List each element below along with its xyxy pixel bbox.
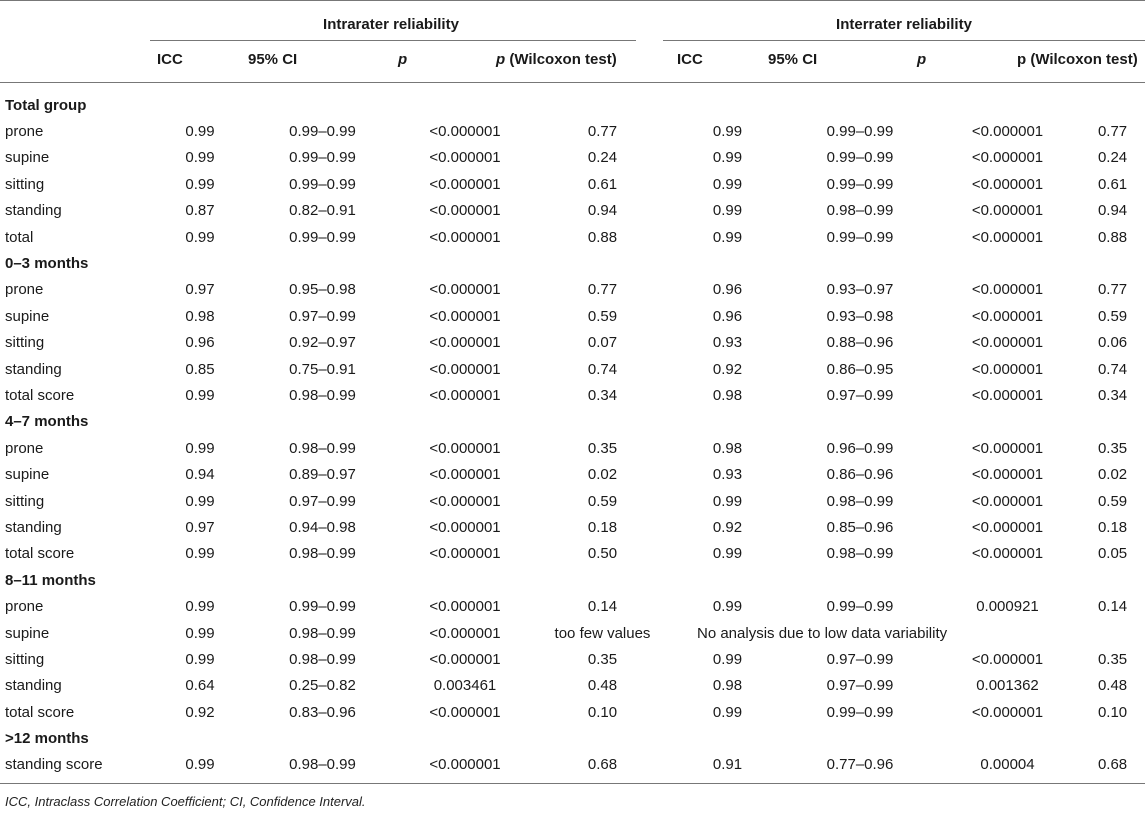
cell-intra-wilcoxon: 0.77 [587, 123, 618, 141]
cell-intra-p: <0.000001 [429, 360, 501, 378]
cell-intra-icc: 0.92 [185, 703, 215, 721]
cell-intra-icc: 0.94 [185, 466, 215, 484]
cell-inter-icc: 0.99 [712, 123, 743, 141]
cell-intra-wilcoxon: 0.94 [587, 202, 618, 220]
table-row [0, 118, 1145, 144]
cell-intra-icc: 0.97 [185, 281, 215, 299]
table-row [0, 541, 1145, 567]
interrater-group-rule [663, 40, 1145, 41]
cell-inter-ci: 0.99–0.99 [826, 228, 894, 246]
table-row [0, 277, 1145, 303]
cell-intra-icc: 0.99 [185, 650, 215, 668]
cell-inter-p: <0.000001 [971, 149, 1044, 167]
cell-intra-p: <0.000001 [429, 202, 501, 220]
cell-intra-ci: 0.94–0.98 [289, 518, 356, 536]
cell-intra-wilcoxon: too few values [554, 624, 651, 642]
cell-inter-wilcoxon: 0.59 [1097, 307, 1128, 325]
cell-intra-wilcoxon: 0.35 [587, 650, 618, 668]
cell-intra-p: <0.000001 [429, 703, 501, 721]
section-label: Total group [5, 96, 87, 114]
cell-intra-wilcoxon: 0.50 [587, 545, 618, 563]
cell-inter-ci: 0.98–0.99 [826, 492, 894, 510]
cell-inter-wilcoxon: 0.35 [1097, 439, 1128, 457]
cell-intra-icc: 0.99 [185, 756, 215, 774]
top-rule [0, 0, 1145, 1]
cell-inter-wilcoxon: 0.24 [1097, 149, 1128, 167]
cell-intra-ci: 0.98–0.99 [289, 756, 356, 774]
cell-inter-wilcoxon: 0.77 [1097, 123, 1128, 141]
col-header-inter-wilcoxon: p (Wilcoxon test) [1017, 51, 1138, 68]
cell-intra-icc: 0.64 [185, 677, 215, 695]
cell-intra-ci: 0.98–0.99 [289, 439, 356, 457]
cell-intra-icc: 0.99 [185, 492, 215, 510]
cell-intra-p: <0.000001 [429, 281, 501, 299]
cell-inter-p: <0.000001 [971, 466, 1044, 484]
cell-inter-ci: 0.86–0.96 [826, 466, 894, 484]
cell-inter-icc: 0.96 [712, 281, 743, 299]
header-rule [0, 82, 1145, 83]
cell-intra-p: <0.000001 [429, 307, 501, 325]
cell-intra-wilcoxon: 0.34 [587, 386, 618, 404]
cell-intra-ci: 0.98–0.99 [289, 650, 356, 668]
cell-inter-ci: 0.99–0.99 [826, 175, 894, 193]
row-label: sitting [5, 492, 45, 510]
row-label: standing [5, 202, 62, 220]
cell-intra-ci: 0.25–0.82 [289, 677, 356, 695]
cell-intra-icc: 0.99 [185, 598, 215, 616]
cell-intra-icc: 0.99 [185, 123, 215, 141]
cell-inter-ci: 0.99–0.99 [826, 598, 894, 616]
table-row [0, 382, 1145, 408]
cell-inter-ci: 0.77–0.96 [826, 756, 894, 774]
cell-inter-icc: 0.99 [712, 149, 743, 167]
cell-inter-icc: 0.91 [712, 756, 743, 774]
cell-inter-p: <0.000001 [971, 307, 1044, 325]
cell-inter-icc: 0.99 [712, 545, 743, 563]
row-label: prone [5, 598, 44, 616]
cell-inter-wilcoxon: 0.88 [1097, 228, 1128, 246]
cell-inter-wilcoxon: 0.61 [1097, 175, 1128, 193]
row-label: standing [5, 677, 62, 695]
cell-inter-p: <0.000001 [971, 123, 1044, 141]
cell-intra-wilcoxon: 0.59 [587, 307, 618, 325]
cell-intra-icc: 0.98 [185, 307, 215, 325]
cell-inter-ci: 0.97–0.99 [826, 650, 894, 668]
row-label: standing [5, 518, 62, 536]
table-row [0, 593, 1145, 619]
row-label: total score [5, 545, 75, 563]
cell-inter-ci: 0.93–0.97 [826, 281, 894, 299]
col-header-inter-ci: 95% CI [768, 51, 818, 68]
table-row [0, 461, 1145, 487]
cell-intra-ci: 0.99–0.99 [289, 149, 356, 167]
cell-inter-ci: 0.93–0.98 [826, 307, 894, 325]
cell-intra-ci: 0.89–0.97 [289, 466, 356, 484]
cell-inter-p: 0.001362 [976, 677, 1039, 695]
cell-intra-ci: 0.97–0.99 [289, 492, 356, 510]
section-label: 8–11 months [5, 571, 96, 589]
cell-intra-ci: 0.99–0.99 [289, 598, 356, 616]
cell-inter-wilcoxon: 0.77 [1097, 281, 1128, 299]
section-row [0, 409, 1145, 435]
table-row [0, 224, 1145, 250]
cell-intra-icc: 0.99 [185, 624, 215, 642]
row-label: sitting [5, 175, 45, 193]
cell-intra-wilcoxon: 0.59 [587, 492, 618, 510]
cell-intra-ci: 0.98–0.99 [289, 545, 356, 563]
col-header-inter-p: p [917, 51, 927, 68]
cell-inter-icc: 0.98 [712, 439, 743, 457]
row-label: total [5, 228, 34, 246]
section-label: 4–7 months [5, 413, 89, 431]
table-row [0, 752, 1145, 778]
cell-intra-p: <0.000001 [429, 149, 501, 167]
intrarater-group-rule [150, 40, 636, 41]
cell-inter-icc: 0.99 [712, 228, 743, 246]
cell-inter-icc: 0.99 [712, 492, 743, 510]
cell-inter-wilcoxon: 0.14 [1097, 598, 1128, 616]
cell-inter-icc: 0.93 [712, 466, 743, 484]
cell-inter-ci: 0.98–0.99 [826, 202, 894, 220]
table-row [0, 171, 1145, 197]
cell-intra-ci: 0.95–0.98 [289, 281, 356, 299]
cell-intra-p: 0.003461 [433, 677, 497, 695]
cell-intra-wilcoxon: 0.24 [587, 149, 618, 167]
cell-intra-wilcoxon: 0.88 [587, 228, 618, 246]
cell-intra-wilcoxon: 0.68 [587, 756, 618, 774]
cell-inter-p: <0.000001 [971, 386, 1044, 404]
cell-inter-ci: 0.99–0.99 [826, 703, 894, 721]
cell-inter-wilcoxon: 0.68 [1097, 756, 1128, 774]
cell-inter-p: <0.000001 [971, 175, 1044, 193]
section-row [0, 725, 1145, 751]
cell-inter-ci: 0.86–0.95 [826, 360, 894, 378]
cell-inter-icc: 0.99 [712, 650, 743, 668]
cell-inter-p: <0.000001 [971, 545, 1044, 563]
cell-intra-ci: 0.99–0.99 [289, 175, 356, 193]
row-label: supine [5, 149, 50, 167]
cell-intra-wilcoxon: 0.02 [587, 466, 618, 484]
cell-inter-p: <0.000001 [971, 703, 1044, 721]
col-header-inter-icc: ICC [677, 51, 703, 68]
cell-intra-ci: 0.98–0.99 [289, 386, 356, 404]
cell-intra-p: <0.000001 [429, 492, 501, 510]
table-footnote: ICC, Intraclass Correlation Coefficient; CI, Confidence Interval. [5, 794, 366, 809]
cell-inter-icc: 0.92 [712, 360, 743, 378]
cell-inter-icc: 0.93 [712, 334, 743, 352]
cell-inter-p: <0.000001 [971, 228, 1044, 246]
section-row [0, 92, 1145, 118]
col-header-intra-p: p [398, 51, 408, 68]
section-row [0, 567, 1145, 593]
table-row [0, 198, 1145, 224]
cell-intra-wilcoxon: 0.74 [587, 360, 618, 378]
cell-intra-p: <0.000001 [429, 334, 501, 352]
cell-intra-wilcoxon: 0.18 [587, 518, 618, 536]
cell-inter-p: <0.000001 [971, 360, 1044, 378]
table-body [0, 92, 1145, 778]
cell-inter-ci: 0.88–0.96 [826, 334, 894, 352]
cell-intra-ci: 0.83–0.96 [289, 703, 356, 721]
interrater-group-heading: Interrater reliability [836, 16, 972, 33]
cell-intra-p: <0.000001 [429, 624, 501, 642]
table-row [0, 646, 1145, 672]
table-row [0, 673, 1145, 699]
cell-intra-icc: 0.99 [185, 228, 215, 246]
cell-inter-icc: 0.92 [712, 518, 743, 536]
cell-intra-wilcoxon: 0.14 [587, 598, 618, 616]
cell-inter-wilcoxon: 0.05 [1097, 545, 1128, 563]
cell-inter-wilcoxon: 0.18 [1097, 518, 1128, 536]
cell-inter-icc: 0.99 [712, 175, 743, 193]
cell-intra-p: <0.000001 [429, 598, 501, 616]
cell-inter-icc: 0.99 [712, 703, 743, 721]
cell-inter-wilcoxon: 0.74 [1097, 360, 1128, 378]
cell-intra-ci: 0.82–0.91 [289, 202, 356, 220]
row-label: standing [5, 360, 62, 378]
cell-intra-icc: 0.97 [185, 518, 215, 536]
row-label: prone [5, 439, 44, 457]
cell-inter-icc: 0.99 [712, 598, 743, 616]
row-label: total score [5, 386, 75, 404]
table-row [0, 488, 1145, 514]
cell-inter-wilcoxon: 0.59 [1097, 492, 1128, 510]
cell-inter-p: 0.000921 [976, 598, 1039, 616]
cell-inter-p: <0.000001 [971, 334, 1044, 352]
section-row [0, 250, 1145, 276]
cell-intra-ci: 0.75–0.91 [289, 360, 356, 378]
cell-intra-p: <0.000001 [429, 756, 501, 774]
cell-inter-p: <0.000001 [971, 439, 1044, 457]
table-row [0, 356, 1145, 382]
cell-intra-p: <0.000001 [429, 439, 501, 457]
cell-intra-wilcoxon: 0.10 [587, 703, 618, 721]
cell-intra-p: <0.000001 [429, 175, 501, 193]
cell-inter-wilcoxon: 0.94 [1097, 202, 1128, 220]
row-label: sitting [5, 334, 45, 352]
cell-inter-ci: 0.99–0.99 [826, 123, 894, 141]
cell-intra-wilcoxon: 0.48 [587, 677, 618, 695]
table-row [0, 699, 1145, 725]
cell-inter-icc: 0.98 [712, 386, 743, 404]
col-header-intra-ci: 95% CI [248, 51, 298, 68]
cell-intra-wilcoxon: 0.61 [587, 175, 618, 193]
cell-intra-icc: 0.99 [185, 439, 215, 457]
cell-intra-ci: 0.92–0.97 [289, 334, 356, 352]
cell-intra-icc: 0.99 [185, 175, 215, 193]
cell-intra-p: <0.000001 [429, 386, 501, 404]
cell-intra-wilcoxon: 0.07 [587, 334, 618, 352]
cell-intra-p: <0.000001 [429, 650, 501, 668]
cell-inter-p: <0.000001 [971, 202, 1044, 220]
cell-inter-wilcoxon: 0.10 [1097, 703, 1128, 721]
row-label: prone [5, 281, 44, 299]
table-row [0, 514, 1145, 540]
cell-inter-icc: 0.96 [712, 307, 743, 325]
cell-intra-icc: 0.99 [185, 545, 215, 563]
cell-intra-icc: 0.96 [185, 334, 215, 352]
cell-intra-ci: 0.97–0.99 [289, 307, 356, 325]
cell-inter-ci: 0.96–0.99 [826, 439, 894, 457]
cell-intra-icc: 0.85 [185, 360, 215, 378]
cell-inter-ci: 0.97–0.99 [826, 386, 894, 404]
row-label: standing score [5, 756, 103, 774]
cell-intra-icc: 0.87 [185, 202, 215, 220]
table-row [0, 620, 1145, 646]
col-header-intra-icc: ICC [157, 51, 183, 68]
table-row [0, 435, 1145, 461]
cell-inter-p: <0.000001 [971, 281, 1044, 299]
table-row [0, 330, 1145, 356]
cell-intra-p: <0.000001 [429, 228, 501, 246]
cell-intra-p: <0.000001 [429, 545, 501, 563]
row-label: supine [5, 466, 50, 484]
table-row [0, 303, 1145, 329]
cell-inter-icc: 0.98 [712, 677, 743, 695]
cell-inter-wilcoxon: 0.06 [1097, 334, 1128, 352]
cell-inter-p: 0.00004 [980, 756, 1035, 774]
section-label: >12 months [5, 730, 89, 748]
row-label: prone [5, 123, 44, 141]
cell-intra-icc: 0.99 [185, 149, 215, 167]
row-label: total score [5, 703, 75, 721]
cell-intra-wilcoxon: 0.77 [587, 281, 618, 299]
cell-inter-ci: 0.97–0.99 [826, 677, 894, 695]
cell-inter-ci: 0.98–0.99 [826, 545, 894, 563]
cell-inter-p: <0.000001 [971, 650, 1044, 668]
intrarater-group-heading: Intrarater reliability [323, 16, 459, 33]
bottom-rule [0, 783, 1145, 784]
cell-intra-ci: 0.99–0.99 [289, 228, 356, 246]
cell-inter-wilcoxon: 0.35 [1097, 650, 1128, 668]
cell-intra-wilcoxon: 0.35 [587, 439, 618, 457]
col-header-intra-wilcoxon: p (Wilcoxon test) [496, 51, 617, 68]
row-label: supine [5, 307, 50, 325]
cell-inter-ci: 0.99–0.99 [826, 149, 894, 167]
cell-intra-ci: 0.98–0.99 [289, 624, 356, 642]
cell-inter-wilcoxon: 0.34 [1097, 386, 1128, 404]
cell-intra-p: <0.000001 [429, 518, 501, 536]
section-label: 0–3 months [5, 255, 89, 273]
cell-inter-p: <0.000001 [971, 492, 1044, 510]
table-row [0, 145, 1145, 171]
cell-inter-ci: 0.85–0.96 [826, 518, 894, 536]
row-label: sitting [5, 650, 45, 668]
cell-intra-ci: 0.99–0.99 [289, 123, 356, 141]
cell-intra-p: <0.000001 [429, 466, 501, 484]
cell-intra-p: <0.000001 [429, 123, 501, 141]
cell-inter-wilcoxon: 0.48 [1097, 677, 1128, 695]
cell-inter-wilcoxon: 0.02 [1097, 466, 1128, 484]
cell-inter-p: <0.000001 [971, 518, 1044, 536]
reliability-table [0, 92, 1145, 778]
cell-intra-icc: 0.99 [185, 386, 215, 404]
cell-inter-icc: 0.99 [712, 202, 743, 220]
row-label: supine [5, 624, 50, 642]
cell-no-analysis-note: No analysis due to low data variability [697, 624, 948, 642]
